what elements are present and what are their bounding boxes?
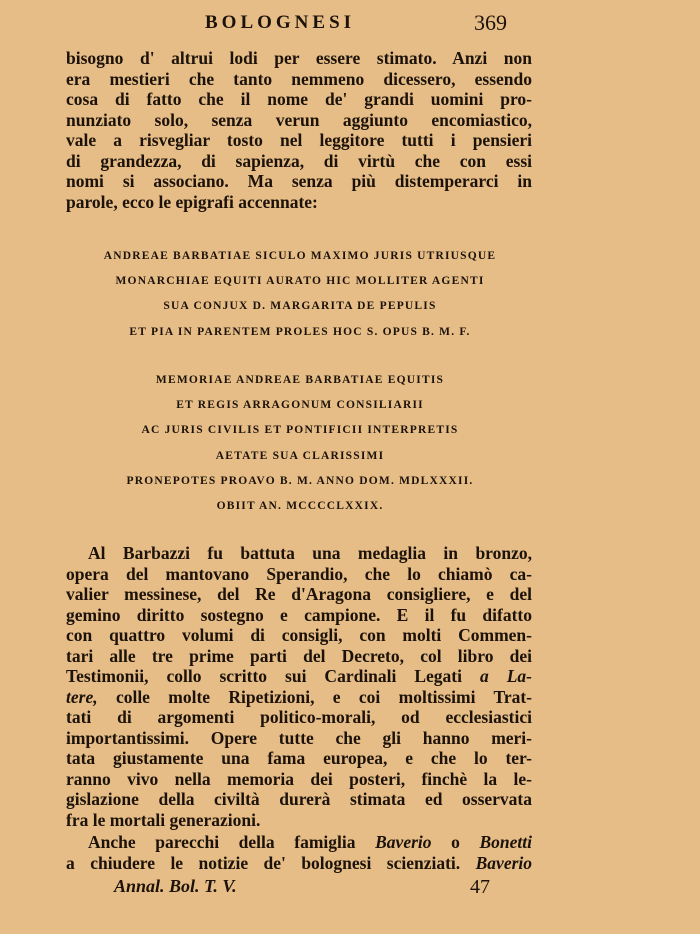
epigraph-line: AETATE SUA CLARISSIMI — [215, 449, 385, 462]
paragraph-intro — [66, 48, 532, 212]
footer-number: 47 — [470, 876, 490, 898]
italic-text: Baverio — [375, 832, 432, 852]
italic-text: Baverio — [475, 852, 533, 873]
page-footer — [0, 876, 700, 902]
text-segment: o — [451, 832, 460, 852]
text-line: bisogno d' altrui lodi per essere stimato. Anzi non — [66, 48, 532, 68]
epigraph-line: SUA CONJUX D. MARGARITA DE PEPULIS — [163, 300, 437, 313]
epigraph-line: MONARCHIAE EQUITI AURATO HIC MOLLITER AGENTI — [115, 275, 485, 288]
paragraph-barbazzi — [66, 543, 532, 830]
text-line — [66, 853, 532, 874]
paragraph-baverio — [66, 832, 532, 873]
text-line: valier messinese, del Re d'Aragona consigliere, e del — [66, 584, 532, 604]
text-line: vale a risvegliar tosto nel leggitore tutti i pensieri — [66, 130, 532, 150]
text-line: tari alle tre prime parti del Decreto, col libro dei — [66, 645, 532, 666]
text-line: importantissimi. Opere tutte che gli hanno meri- — [66, 727, 532, 748]
epigraph-line: MEMORIAE ANDREAE BARBATIAE EQUITIS — [155, 374, 445, 386]
text-segment: Testimonii, collo scritto sui Cardinali Legati — [66, 666, 462, 686]
running-title: BOLOGNESI — [205, 12, 356, 33]
text-line: Al Barbazzi fu battuta una medaglia in bronzo, — [88, 543, 532, 563]
text-line: opera del mantovano Sperandio, che lo chiamò ca- — [66, 563, 532, 584]
epigraph-line: PRONEPOTES PROAVO B. M. ANNO DOM. MDLXXXII. — [126, 474, 474, 487]
text-segment: colle molte Ripetizioni, e coi moltissimi Trat- — [115, 686, 532, 707]
text-line — [66, 666, 532, 687]
text-line: gislazione della civiltà durerà stimata ed osservata — [66, 789, 532, 809]
text-line: fra le mortali generazioni. — [66, 809, 261, 830]
text-line: tati di argomenti politico-morali, od ecclesiastici — [66, 707, 532, 727]
epigraph-line: ET REGIS ARRAGONUM CONSILIARII — [176, 399, 424, 412]
text-line: era mestieri che tanto nemmeno dicessero, essendo — [66, 68, 532, 89]
running-head — [0, 8, 700, 38]
text-line: parole, ecco le epigrafi accennate: — [66, 191, 318, 212]
text-line: con quattro volumi di consigli, con molti Commen- — [66, 625, 532, 645]
text-line: nomi si associano. Ma senza più distemperarci in — [66, 171, 532, 191]
epigraph-first — [60, 244, 540, 345]
epigraph-line: ET PIA IN PARENTEM PROLES HOC S. OPUS B. M. F. — [129, 325, 471, 338]
text-line: ranno vivo nella memoria dei posteri, finchè la le- — [66, 768, 532, 789]
page-number: 369 — [474, 10, 507, 35]
text-line: di grandezza, di sapienza, di virtù che con essi — [66, 150, 532, 171]
text-segment: a chiudere le notizie de' bolognesi scienziati. — [66, 852, 461, 873]
epigraph-line: ANDREAE BARBATIAE SICULO MAXIMO JURIS UTRIUSQUE — [103, 250, 497, 262]
epigraph-line: OBIIT AN. MCCCCLXXIX. — [216, 500, 384, 513]
text-line — [66, 832, 532, 853]
text-line: cosa di fatto che il nome de' grandi uomini pro- — [66, 89, 532, 109]
text-line: tata giustamente una fama europea, e che lo ter- — [66, 748, 532, 768]
text-line: nunziato solo, senza verun aggiunto encomiastico, — [66, 109, 532, 130]
italic-text: tere, — [66, 686, 98, 707]
text-segment: Anche parecchi della famiglia — [88, 832, 356, 852]
signature-mark: Annal. Bol. T. V. — [114, 876, 237, 896]
italic-text: a La- — [479, 666, 532, 686]
epigraph-line: AC JURIS CIVILIS ET PONTIFICII INTERPRETIS — [141, 424, 459, 437]
italic-text: Bonetti — [479, 832, 532, 852]
text-line: gemino diritto sostegno e campione. E il fu difatto — [66, 604, 532, 625]
epigraph-second — [60, 368, 540, 519]
text-line — [66, 687, 532, 708]
